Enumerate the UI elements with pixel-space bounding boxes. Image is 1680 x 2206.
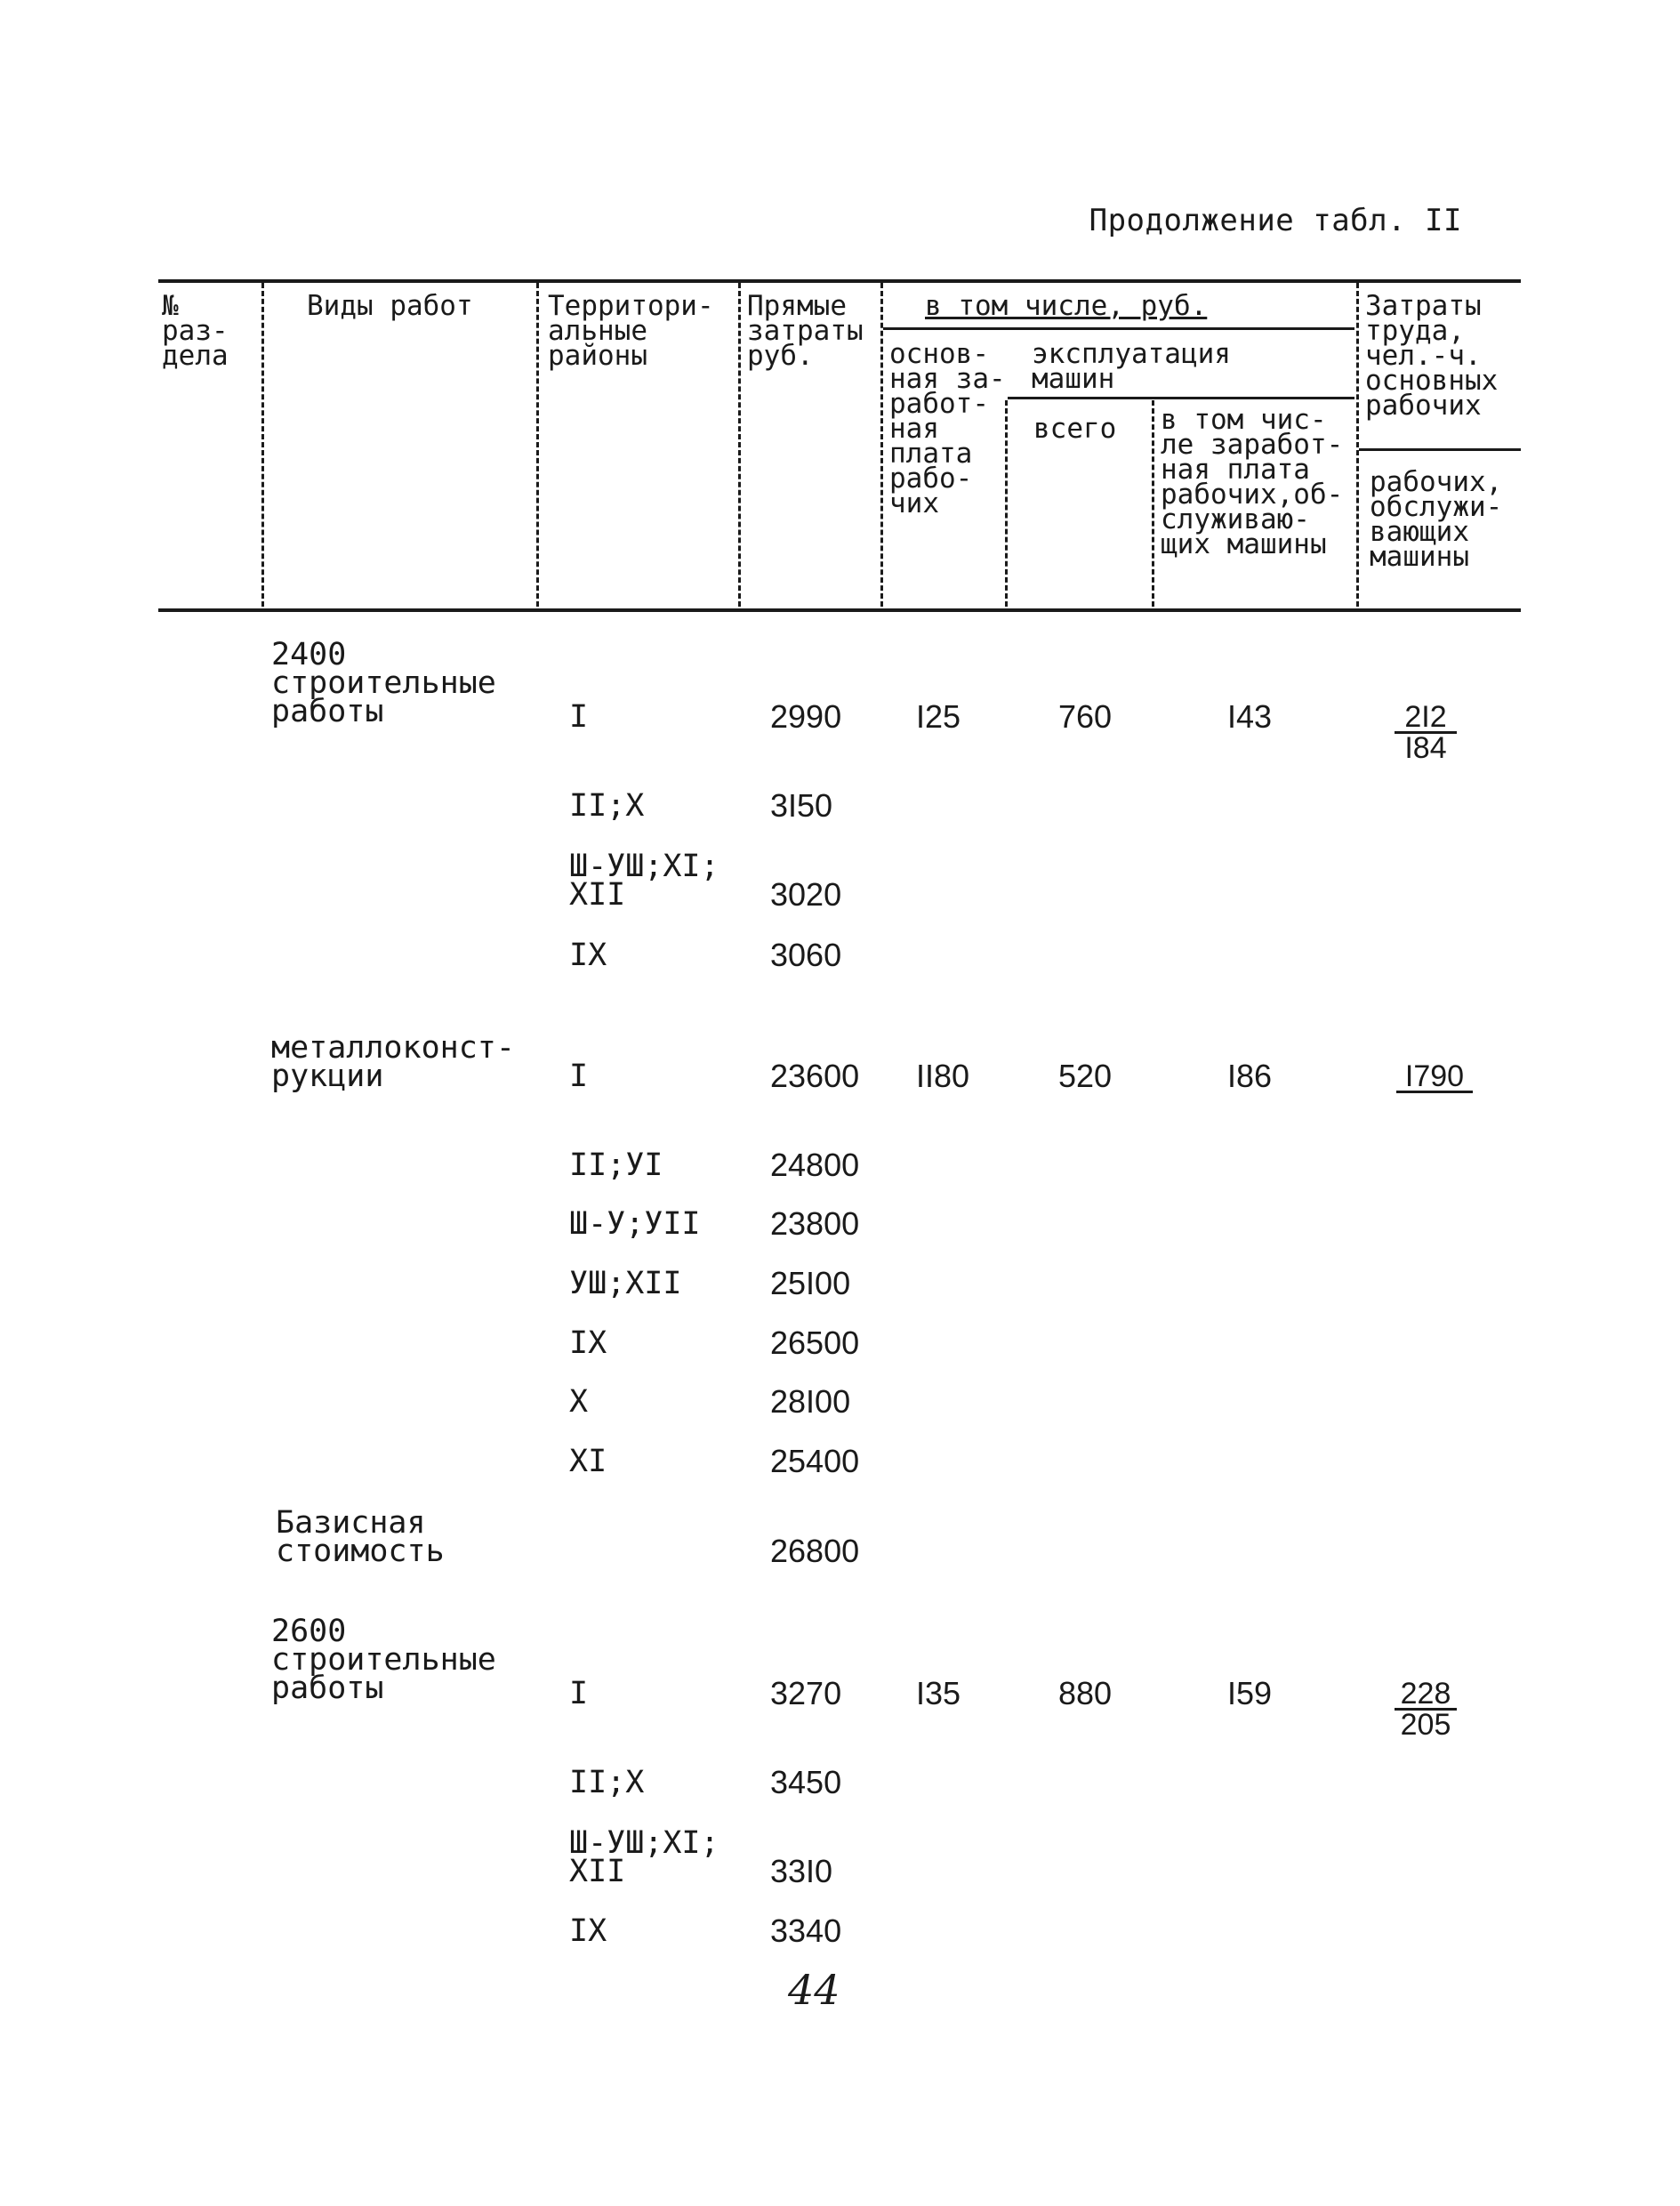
work-type-title: 2600 строительные работы (271, 1614, 496, 1706)
labor-main: I790 (1396, 1062, 1473, 1093)
labor-main: 228 (1395, 1679, 1457, 1711)
direct-cost-cell: 25400 (770, 1443, 860, 1479)
column-separator (261, 283, 264, 607)
labor-machine: 205 (1400, 1708, 1451, 1742)
direct-cost-cell: 3060 (770, 937, 842, 973)
column-separator (536, 283, 539, 607)
region-cell: II;УI (569, 1147, 663, 1183)
region-cell: II;X (569, 788, 645, 824)
region-cell: II;X (569, 1765, 645, 1800)
machine-total-cell: 760 (1058, 698, 1113, 735)
direct-cost-cell: 26800 (770, 1533, 860, 1569)
labor-fraction (1396, 1059, 1473, 1093)
header-labor-machine-workers: рабочих, обслужи- вающих машины (1370, 466, 1503, 573)
subheader-rule (1359, 448, 1521, 451)
direct-cost-cell: 26500 (770, 1324, 860, 1361)
machine-total-cell: 880 (1058, 1675, 1113, 1711)
base-wage-cell: I25 (916, 698, 961, 735)
direct-cost-cell: 23800 (770, 1205, 860, 1242)
header-machine-operation: эксплуатация машин (1032, 338, 1231, 395)
labor-fraction (1395, 1677, 1457, 1742)
region-cell: XI (569, 1444, 607, 1479)
work-type-title: Базисная стоимость (276, 1505, 445, 1569)
column-separator (738, 283, 741, 607)
direct-cost-cell: 24800 (770, 1147, 860, 1183)
machine-wage-cell: I86 (1227, 1058, 1273, 1094)
direct-cost-cell: 25I00 (770, 1265, 851, 1301)
subheader-rule (1008, 397, 1354, 399)
direct-cost-cell: 28I00 (770, 1383, 851, 1420)
machine-wage-cell: I43 (1227, 698, 1273, 735)
continuation-label: Продолжение табл. II (1089, 203, 1462, 238)
subheader-rule (883, 327, 1354, 330)
header-labor-costs: Затраты труда, чел.-ч. основных рабочих (1365, 290, 1499, 422)
base-wage-cell: I35 (916, 1675, 961, 1711)
direct-cost-cell: 3I50 (770, 787, 833, 824)
region-cell: I (569, 1676, 589, 1711)
work-type-title: металлоконст- рукции (271, 1030, 515, 1094)
header-work-type: Виды работ (307, 290, 473, 322)
direct-cost-cell: 3450 (770, 1764, 842, 1800)
labor-main: 2I2 (1395, 703, 1457, 734)
direct-cost-cell: 23600 (770, 1058, 860, 1094)
column-separator (880, 283, 883, 607)
work-type-title: 2400 строительные работы (271, 637, 496, 729)
page-number: 44 (788, 1966, 840, 2014)
region-cell: УШ;XII (569, 1266, 682, 1301)
direct-cost-cell: 3340 (770, 1912, 842, 1949)
region-cell: I (569, 699, 589, 735)
region-cell: IX (569, 1913, 607, 1949)
machine-total-cell: 520 (1058, 1058, 1113, 1094)
table-top-rule (158, 279, 1521, 283)
region-cell: IX (569, 938, 607, 973)
labor-machine: I84 (1404, 731, 1447, 765)
table-header-bottom-rule (158, 608, 1521, 612)
header-territorial-regions: Территори- альные районы (548, 290, 714, 372)
machine-wage-cell: I59 (1227, 1675, 1273, 1711)
header-base-wage: основ- ная за- работ- ная плата рабо- чих (889, 338, 1006, 519)
direct-cost-cell: 3020 (770, 876, 842, 913)
base-wage-cell: II80 (916, 1058, 970, 1094)
header-section-number: № раз- дела (162, 290, 229, 372)
header-direct-costs: Прямые затраты руб. (747, 290, 864, 372)
column-separator (1152, 400, 1154, 607)
direct-cost-cell: 3270 (770, 1675, 842, 1711)
column-separator (1356, 283, 1359, 607)
direct-cost-cell: 2990 (770, 698, 842, 735)
region-cell: Ш-УШ;XI; XII (569, 1825, 719, 1889)
header-including-group: в том числе, руб. (925, 290, 1208, 322)
region-cell: I (569, 1059, 589, 1094)
direct-cost-cell: 33I0 (770, 1853, 833, 1889)
region-cell: Ш-УШ;XI; XII (569, 849, 719, 913)
header-machine-wage: в том чис- ле заработ- ная плата рабочих,об- служиваю- щих машины (1161, 404, 1344, 560)
region-cell: IX (569, 1325, 607, 1361)
header-total: всего (1033, 413, 1117, 445)
region-cell: Ш-У;УII (569, 1206, 701, 1242)
region-cell: X (569, 1384, 589, 1420)
labor-fraction (1395, 700, 1457, 765)
